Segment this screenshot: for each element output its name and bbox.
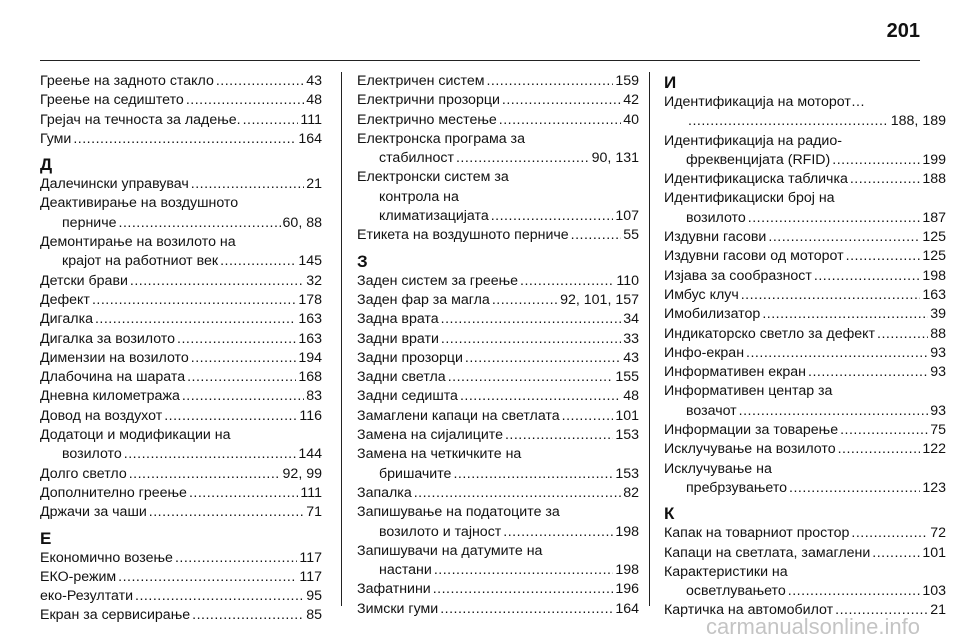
index-entry-text: возачот xyxy=(686,402,737,419)
index-entry xyxy=(664,524,946,543)
index-entry-text: Инфо-екран xyxy=(664,344,745,361)
index-entry xyxy=(357,580,639,599)
index-letter-heading: И xyxy=(664,73,677,92)
index-entry xyxy=(357,542,639,581)
index-page-ref[interactable]: 153 xyxy=(615,465,639,482)
dot-leader xyxy=(119,214,281,233)
index-page-ref[interactable]: 34 xyxy=(623,311,639,328)
dot-leader xyxy=(846,247,921,266)
index-entry-text: Димензии на возилото xyxy=(40,349,189,366)
dot-leader xyxy=(492,291,558,310)
index-letter-heading: Е xyxy=(40,528,52,548)
index-page-ref[interactable]: 90, 131 xyxy=(591,150,639,167)
dot-leader xyxy=(175,549,297,568)
index-page-ref[interactable]: 88 xyxy=(930,325,946,342)
index-entry-text: крајот на работниот век xyxy=(62,253,219,270)
index-entry xyxy=(664,325,946,344)
dot-leader xyxy=(130,272,304,291)
index-entry xyxy=(664,267,946,286)
index-entry xyxy=(357,330,639,349)
index-entry xyxy=(40,272,322,291)
dot-leader xyxy=(129,465,281,484)
index-entry-text: Дефект xyxy=(40,291,90,308)
index-entry-text: Задни седишта xyxy=(357,388,458,405)
dot-leader xyxy=(220,252,296,271)
index-entry xyxy=(664,563,946,602)
dot-leader xyxy=(73,130,296,149)
index-page-ref[interactable]: 188, 189 xyxy=(890,113,946,130)
index-entry-text: Издувни гасови од моторот xyxy=(664,248,844,265)
dot-leader xyxy=(491,207,614,226)
index-page-ref[interactable]: 164 xyxy=(615,600,639,617)
watermark: carmanualsonline.info xyxy=(705,614,920,639)
index-entry-text: настани xyxy=(379,562,432,579)
dot-leader xyxy=(441,310,622,329)
index-page-ref[interactable]: 43 xyxy=(306,73,322,89)
dot-leader xyxy=(191,175,304,194)
index-entry xyxy=(664,344,946,363)
dot-leader xyxy=(768,228,920,247)
index-entry-text: Капаци на светлата, замаглени xyxy=(664,544,871,561)
index-page-ref[interactable]: 178 xyxy=(298,291,322,308)
index-entry-text: фреквенцијата (RFID) xyxy=(686,151,831,168)
index-entry-text: стабилност xyxy=(379,150,454,167)
dot-leader xyxy=(460,387,621,406)
index-page-ref[interactable]: 144 xyxy=(298,446,322,463)
index-page-ref[interactable]: 117 xyxy=(299,568,322,585)
index-entry-text: перниче xyxy=(62,214,117,231)
index-page-ref[interactable]: 32 xyxy=(306,272,322,289)
index-page-ref[interactable]: 95 xyxy=(306,588,322,605)
index-entry-text: Капак на товарниот простор xyxy=(664,525,850,542)
index-entry xyxy=(40,291,322,310)
index-entry xyxy=(357,387,639,406)
index-entry-text: Зимски гуми xyxy=(357,600,439,617)
index-entry xyxy=(40,330,322,349)
index-page-ref[interactable]: 110 xyxy=(616,272,639,289)
index-entry xyxy=(357,91,639,110)
index-page-ref[interactable]: 101 xyxy=(922,544,946,561)
index-entry xyxy=(357,310,639,329)
index-page-ref[interactable]: 21 xyxy=(306,176,322,193)
index-entry-text: Екран за сервисирање xyxy=(40,607,191,624)
index-entry-text: бришачите xyxy=(379,465,452,482)
index-entry-text: Електричен систем xyxy=(357,73,485,89)
index-entry xyxy=(664,440,946,459)
index-entry-text: ЕКО-режим xyxy=(40,568,117,585)
index-entry-text: Задна врата xyxy=(357,311,439,328)
index-entry-text: Електрично местење xyxy=(357,111,497,128)
dot-leader xyxy=(838,440,921,459)
index-entry xyxy=(357,226,639,245)
index-entry-text: возилото xyxy=(686,209,746,226)
index-page-ref[interactable]: 85 xyxy=(306,607,322,624)
dot-leader xyxy=(739,402,929,421)
column-divider xyxy=(341,72,342,606)
dot-leader xyxy=(872,544,920,563)
dot-leader xyxy=(164,407,297,426)
index-entry-text: Задни врати xyxy=(357,330,439,347)
index-page-ref[interactable]: 103 xyxy=(922,583,946,600)
dot-leader xyxy=(789,479,920,498)
dot-leader xyxy=(748,209,921,228)
index-entry xyxy=(664,421,946,440)
index-entry xyxy=(664,93,946,132)
index-page-ref[interactable]: 71 xyxy=(306,504,322,521)
dot-leader xyxy=(434,561,614,580)
index-entry-text: Заден фар за магла xyxy=(357,291,490,308)
index-entry-text: возилото и тајност xyxy=(379,523,502,540)
index-entry-text: Детски брави xyxy=(40,272,128,289)
dot-leader xyxy=(877,325,928,344)
dot-leader xyxy=(562,407,614,426)
index-page-ref[interactable]: 164 xyxy=(298,130,322,147)
index-entry-text: Етикета на воздушното перниче xyxy=(357,227,569,244)
dot-leader xyxy=(571,226,622,245)
index-entry xyxy=(40,484,322,503)
index-entry xyxy=(357,503,639,542)
index-entry xyxy=(40,349,322,368)
index-entry-text: Исклучување на возилото xyxy=(664,441,836,458)
dot-leader xyxy=(832,151,920,170)
dot-leader xyxy=(118,568,297,587)
index-entry-text: Информации за товарење xyxy=(664,422,839,439)
index-entry xyxy=(40,111,322,130)
index-page-ref[interactable]: 92, 101, 157 xyxy=(560,291,639,308)
dot-leader xyxy=(135,587,304,606)
index-entry xyxy=(40,465,322,484)
index-entry-text: Далечински управувач xyxy=(40,176,189,193)
index-page-ref[interactable]: 33 xyxy=(623,330,639,347)
dot-leader xyxy=(182,387,304,406)
index-entry xyxy=(357,130,639,169)
index-page-ref[interactable]: 198 xyxy=(615,523,639,540)
index-entry-text: Довод на воздухот xyxy=(40,407,163,424)
index-entry-text: Информативен центар за xyxy=(664,383,833,400)
index-column-2 xyxy=(357,72,639,619)
index-entry-text: Дополнително греење xyxy=(40,484,187,501)
index-entry xyxy=(357,349,639,368)
index-page-ref[interactable]: 111 xyxy=(300,111,322,128)
index-entry-text: климатизацијата xyxy=(379,208,489,225)
index-entry-text: Издувни гасови xyxy=(664,229,767,246)
index-entry-text: Електронски систем за xyxy=(357,169,509,186)
index-entry xyxy=(357,600,639,619)
index-entry xyxy=(40,194,322,233)
dot-leader xyxy=(448,368,614,387)
dot-leader xyxy=(851,524,928,543)
index-page-ref[interactable]: 159 xyxy=(615,73,639,89)
index-entry-text: Задни прозорци xyxy=(357,349,463,366)
dot-leader xyxy=(502,91,621,110)
index-entry-text: Информативен екран xyxy=(664,364,806,381)
index-page-ref[interactable]: 55 xyxy=(623,227,639,244)
index-entry-text: Гуми xyxy=(40,130,72,147)
index-entry-text: Карактеристики на xyxy=(664,563,788,580)
dot-leader xyxy=(850,170,920,189)
dot-leader xyxy=(243,111,299,130)
index-entry-text: Задни светла xyxy=(357,369,446,386)
index-entry-text: Замена на четкичките на xyxy=(357,446,522,463)
index-page-ref[interactable]: 107 xyxy=(615,208,639,225)
index-entry xyxy=(357,168,639,226)
index-page-ref[interactable]: 93 xyxy=(930,364,946,381)
index-entry-text: Картичка на автомобилот xyxy=(664,602,834,619)
index-entry xyxy=(40,587,322,606)
dot-leader xyxy=(124,445,297,464)
index-entry xyxy=(357,426,639,445)
index-entry xyxy=(40,72,322,91)
index-entry xyxy=(40,568,322,587)
dot-leader xyxy=(191,349,297,368)
index-entry xyxy=(40,407,322,426)
index-entry-text: Дигалка за возилото xyxy=(40,330,176,347)
dot-leader xyxy=(149,503,304,522)
index-entry xyxy=(40,91,322,110)
index-entry-text: осветлувањето xyxy=(686,583,786,600)
dot-leader xyxy=(503,523,613,542)
index-page-ref[interactable]: 48 xyxy=(306,92,322,109)
index-entry-text: Имбус клуч xyxy=(664,286,739,303)
dot-leader xyxy=(414,484,621,503)
index-entry xyxy=(664,132,946,171)
index-entry-text: Греење на седиштето xyxy=(40,92,184,109)
index-page-ref[interactable]: 145 xyxy=(298,253,322,270)
index-page-ref[interactable]: 101 xyxy=(615,407,639,424)
index-entry-text: Дневна километража xyxy=(40,388,180,405)
dot-leader xyxy=(177,330,296,349)
index-entry-text: Демонтирање на возилото на xyxy=(40,234,236,251)
index-entry-text: Дигалка xyxy=(40,311,93,328)
dot-leader xyxy=(465,349,621,368)
dot-leader xyxy=(456,149,590,168)
dot-leader xyxy=(808,363,928,382)
index-entry xyxy=(357,407,639,426)
index-page-ref[interactable]: 21 xyxy=(930,602,946,619)
index-entry xyxy=(357,291,639,310)
index-page-ref[interactable]: 125 xyxy=(922,229,946,246)
dot-leader xyxy=(505,426,613,445)
dot-leader xyxy=(788,582,921,601)
dot-leader xyxy=(189,484,298,503)
dot-leader xyxy=(762,305,928,324)
index-column-3 xyxy=(664,72,946,621)
index-entry-text: Запишувачи на датумите на xyxy=(357,542,543,559)
header-rule xyxy=(40,60,920,61)
index-entry-text: Греење на задното стакло xyxy=(40,73,214,89)
index-page-ref[interactable]: 117 xyxy=(299,549,322,566)
index-entry xyxy=(357,445,639,484)
index-page-ref[interactable]: 153 xyxy=(615,427,639,444)
index-entry-text: Економично возење xyxy=(40,549,173,566)
index-entry xyxy=(664,247,946,266)
dot-leader xyxy=(453,465,613,484)
index-entry xyxy=(40,130,322,149)
index-page-ref[interactable]: 93 xyxy=(930,344,946,361)
index-entry-text: Замена на сијалиците xyxy=(357,427,503,444)
index-entry-text: возилото xyxy=(62,446,122,463)
index-page-ref[interactable]: 83 xyxy=(306,388,322,405)
index-entry xyxy=(40,368,322,387)
dot-leader xyxy=(746,344,928,363)
index-letter-heading: З xyxy=(357,251,368,271)
index-entry-text: Замаглени капаци на светлата xyxy=(357,407,560,424)
index-entry xyxy=(664,305,946,324)
index-page-ref[interactable]: 39 xyxy=(930,306,946,323)
index-page-ref[interactable]: 198 xyxy=(615,562,639,579)
index-page-ref[interactable]: 194 xyxy=(298,349,322,366)
index-page-ref[interactable]: 122 xyxy=(922,441,946,458)
index-entry xyxy=(40,503,322,522)
index-entry xyxy=(40,310,322,329)
index-page-ref[interactable]: 188 xyxy=(922,171,946,188)
index-page-ref[interactable]: 163 xyxy=(298,311,322,328)
index-entry-text: Индикаторско светло за дефект xyxy=(664,325,876,342)
index-entry-text: Идентификација на радио- xyxy=(664,132,842,149)
index-letter-heading: К xyxy=(664,504,675,524)
index-page-ref[interactable]: 92, 99 xyxy=(282,465,322,482)
index-page-ref[interactable]: 116 xyxy=(299,407,322,424)
index-page-ref[interactable]: 163 xyxy=(298,330,322,347)
dot-leader xyxy=(688,112,889,131)
index-page-ref[interactable]: 155 xyxy=(615,369,639,386)
index-entry xyxy=(40,233,322,272)
dot-leader xyxy=(814,267,920,286)
index-entry xyxy=(664,544,946,563)
index-page-ref[interactable]: 168 xyxy=(298,369,322,386)
index-page-ref[interactable]: 42 xyxy=(623,92,639,109)
index-page-ref[interactable]: 43 xyxy=(623,349,639,366)
index-page-ref[interactable]: 93 xyxy=(930,402,946,419)
dot-leader xyxy=(186,91,304,110)
index-entry-text: Идентификација на моторот… xyxy=(664,94,866,110)
index-entry-text: Идентификациска табличка xyxy=(664,171,848,188)
index-entry-text: Електронска програма за xyxy=(357,130,525,147)
index-entry-text: контрола на xyxy=(379,188,459,205)
dot-leader xyxy=(499,111,621,130)
dot-leader xyxy=(433,580,614,599)
dot-leader xyxy=(520,272,614,291)
index-entry-text: Изјава за сообразност xyxy=(664,267,812,284)
index-entry xyxy=(664,228,946,247)
index-entry-text: Долго светло xyxy=(40,465,127,482)
index-page-ref[interactable]: 123 xyxy=(922,479,946,496)
column-divider xyxy=(649,72,650,606)
index-entry-text: Исклучување на xyxy=(664,460,772,477)
index-column-1 xyxy=(40,72,322,626)
index-entry-text: Деактивирање на воздушното xyxy=(40,195,239,212)
index-page-ref[interactable]: 72 xyxy=(930,525,946,542)
index-page-ref[interactable]: 111 xyxy=(300,484,322,501)
index-page-ref[interactable]: 75 xyxy=(930,422,946,439)
index-entry xyxy=(664,189,946,228)
dot-leader xyxy=(440,600,613,619)
index-entry-text: Држачи за чаши xyxy=(40,504,147,521)
index-entry xyxy=(664,382,946,421)
index-entry-text: Електрични прозорци xyxy=(357,92,500,109)
dot-leader xyxy=(192,606,304,625)
index-page-ref[interactable]: 163 xyxy=(922,286,946,303)
index-page-ref[interactable]: 199 xyxy=(922,151,946,168)
dot-leader xyxy=(441,330,621,349)
index-entry-text: пребрзувањето xyxy=(686,479,788,496)
dot-leader xyxy=(95,310,296,329)
index-entry-text: Грејач на течноста за ладење. xyxy=(40,111,241,128)
index-entry xyxy=(40,175,322,194)
index-entry-text: Длабочина на шарата xyxy=(40,369,186,386)
index-entry-text: Запалка xyxy=(357,484,412,501)
index-page-ref[interactable]: 82 xyxy=(623,484,639,501)
index-entry xyxy=(40,426,322,465)
dot-leader xyxy=(840,421,928,440)
index-entry xyxy=(664,170,946,189)
dot-leader xyxy=(92,291,296,310)
index-entry xyxy=(664,460,946,499)
index-entry-text: Додатоци и модификации на xyxy=(40,427,231,444)
index-entry-text: Запишување на податоците за xyxy=(357,504,560,521)
index-entry xyxy=(357,368,639,387)
index-entry-text: Имобилизатор xyxy=(664,306,761,323)
index-entry xyxy=(40,549,322,568)
index-entry xyxy=(40,387,322,406)
index-page-ref[interactable]: 196 xyxy=(615,581,639,598)
index-page-ref[interactable]: 48 xyxy=(623,388,639,405)
dot-leader xyxy=(216,72,304,91)
index-page-ref[interactable]: 60, 88 xyxy=(282,214,322,231)
index-entry-text: Идентификациски број на xyxy=(664,190,835,207)
index-entry xyxy=(40,606,322,625)
index-page-ref[interactable]: 187 xyxy=(922,209,946,226)
index-entry-text: Зафатнини xyxy=(357,581,431,598)
index-entry xyxy=(357,484,639,503)
dot-leader xyxy=(741,286,921,305)
index-entry-text: Заден систем за греење xyxy=(357,272,519,289)
index-entry xyxy=(357,72,639,91)
index-page-ref[interactable]: 40 xyxy=(623,111,639,128)
index-page-ref[interactable]: 198 xyxy=(922,267,946,284)
index-page-ref[interactable]: 125 xyxy=(922,248,946,265)
index-entry xyxy=(357,111,639,130)
index-letter-heading: Д xyxy=(40,155,53,175)
index-entry xyxy=(357,272,639,291)
index-entry-text: еко-Резултати xyxy=(40,588,134,605)
page-number: 201 xyxy=(886,20,920,42)
index-entry xyxy=(664,363,946,382)
dot-leader xyxy=(486,72,613,91)
dot-leader xyxy=(187,368,296,387)
index-entry xyxy=(664,286,946,305)
